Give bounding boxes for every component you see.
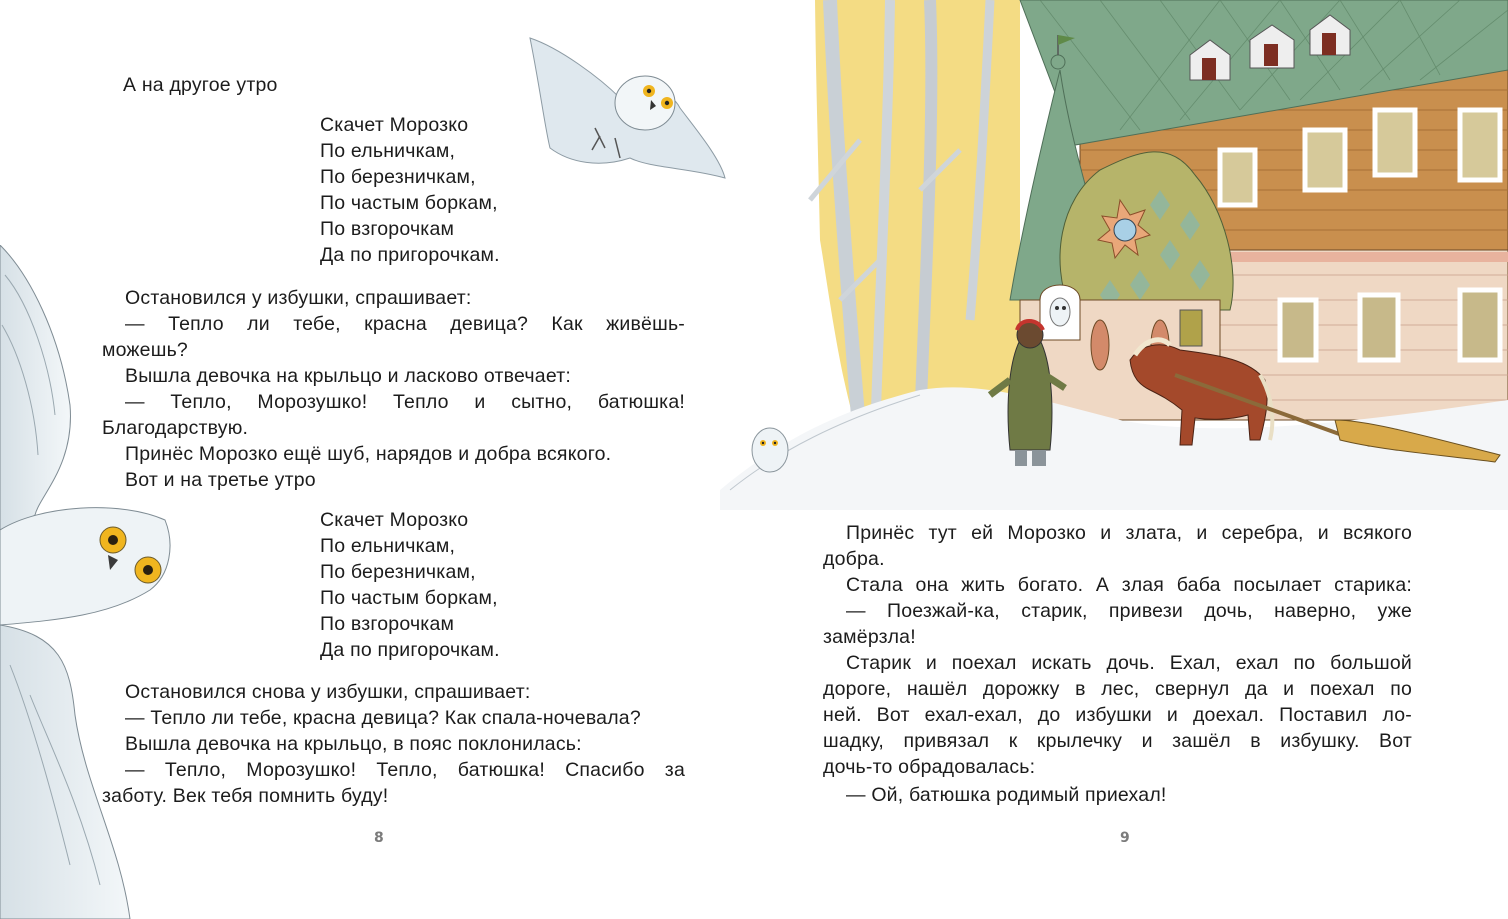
prose-line: дороге, нашёл дорожку в лес, свернул да и поехал по — [823, 678, 1412, 700]
verse-line: По взгорочкам — [320, 218, 455, 240]
verse-line: По частым боркам, — [320, 587, 498, 609]
verse-line: По березничкам, — [320, 166, 476, 188]
prose-line: можешь? — [102, 339, 188, 361]
verse-line: По ельничкам, — [320, 140, 456, 162]
prose-line: Вот и на третье утро — [125, 469, 316, 491]
prose-line: шадку, привязал к крылечку и зашёл в избушку. Вот — [823, 730, 1412, 752]
prose-line: Принёс тут ей Морозко и злата, и серебра, и всякого — [846, 522, 1412, 544]
prose-line: дочь-то обрадовалась: — [823, 756, 1036, 778]
verse-line: Да по пригорочкам. — [320, 244, 500, 266]
prose-line: ней. Вот ехал-ехал, до избушки и доехал. Поставил ло- — [823, 704, 1412, 726]
right-page — [754, 0, 1508, 919]
prose-line: — Поезжай-ка, старик, привези дочь, наверно, уже — [846, 600, 1412, 622]
prose-line: Старик и поехал искать дочь. Ехал, ехал по большой — [846, 652, 1412, 674]
prose-line: Благодарствую. — [102, 417, 249, 439]
prose-line: — Тепло ли тебе, красна девица? Как живёшь- — [125, 313, 685, 335]
prose-line: Остановился снова у избушки, спрашивает: — [125, 681, 531, 703]
flying-owl-illustration — [520, 28, 730, 183]
prose-line: Вышла девочка на крыльцо и ласково отвечает: — [125, 365, 571, 387]
verse-line: По взгорочкам — [320, 613, 455, 635]
prose-line: — Тепло ли тебе, красна девица? Как спала-ночевала? — [125, 707, 641, 729]
page-number-right: 9 — [1120, 830, 1130, 846]
verse-line: Да по пригорочкам. — [320, 639, 500, 661]
prose-line: — Тепло, Морозушко! Тепло и сытно, батюшка! — [125, 391, 685, 413]
prose-line: Принёс Морозко ещё шуб, нарядов и добра всякого. — [125, 443, 612, 465]
intro-line: А на другое утро — [123, 74, 278, 96]
verse-line: По ельничкам, — [320, 535, 456, 557]
verse-line: Скачет Морозко — [320, 509, 469, 531]
prose-line: Вышла девочка на крыльцо, в пояс поклонилась: — [125, 733, 582, 755]
verse-line: По березничкам, — [320, 561, 476, 583]
prose-line: Остановился у избушки, спрашивает: — [125, 287, 472, 309]
prose-line: — Ой, батюшка родимый приехал! — [846, 784, 1167, 806]
verse-line: Скачет Морозко — [320, 114, 469, 136]
verse-line: По частым боркам, — [320, 192, 498, 214]
prose-line: заботу. Век тебя помнить буду! — [102, 785, 389, 807]
prose-line: замёрзла! — [823, 626, 916, 648]
prose-line: добра. — [823, 548, 885, 570]
prose-line: Стала она жить богато. А злая баба посылает старика: — [846, 574, 1412, 596]
house-scene-illustration — [720, 0, 1508, 510]
page-number-left: 8 — [374, 830, 384, 846]
prose-line: — Тепло, Морозушко! Тепло, батюшка! Спасибо за — [125, 759, 685, 781]
